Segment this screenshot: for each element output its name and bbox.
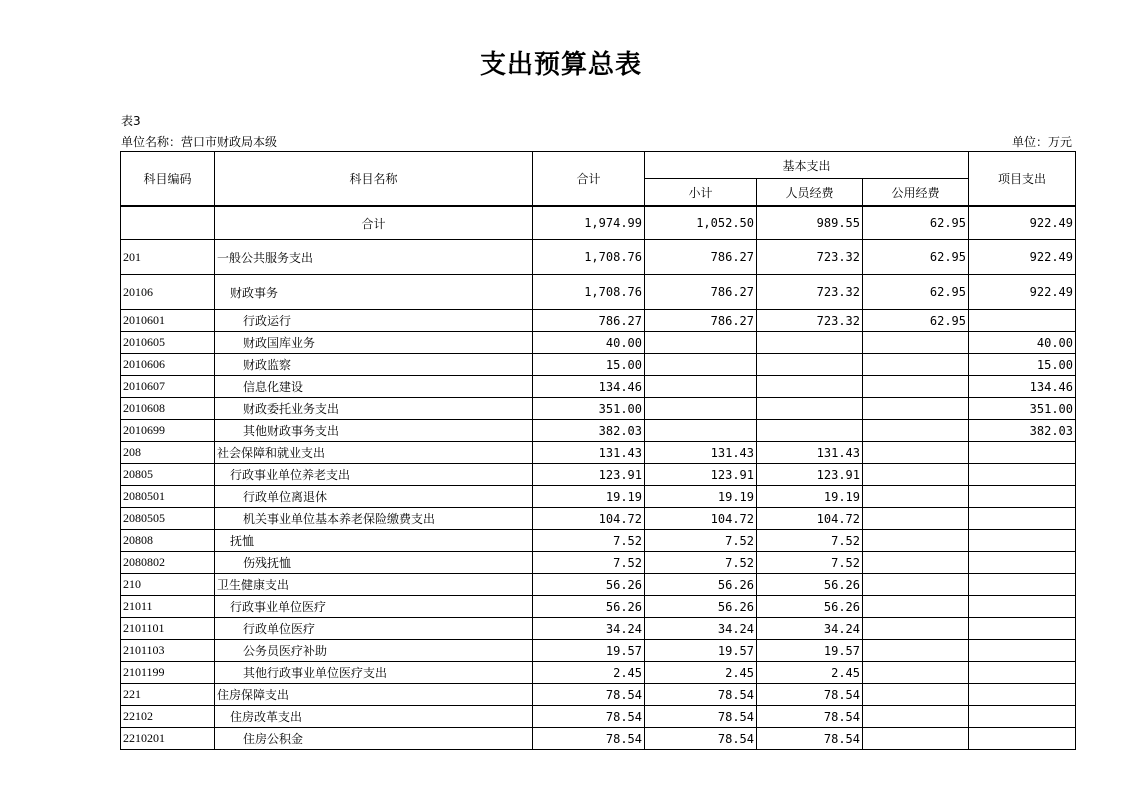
cell-project — [969, 464, 1076, 486]
cell-public — [863, 332, 969, 354]
cell-subtotal: 56.26 — [645, 596, 757, 618]
cell-personnel: 723.32 — [757, 240, 863, 275]
cell-public — [863, 728, 969, 750]
cell-total: 56.26 — [533, 596, 645, 618]
cell-code: 2080505 — [121, 508, 215, 530]
table-body — [121, 206, 1076, 750]
cell-project — [969, 662, 1076, 684]
cell-public: 62.95 — [863, 275, 969, 310]
cell-project — [969, 530, 1076, 552]
page-title: 支出预算总表 — [479, 50, 642, 80]
cell-total: 123.91 — [533, 464, 645, 486]
cell-code: 221 — [121, 684, 215, 706]
cell-public: 62.95 — [863, 310, 969, 332]
cell-code: 2010607 — [121, 376, 215, 398]
cell-subtotal — [645, 420, 757, 442]
cell-code: 2101199 — [121, 662, 215, 684]
cell-personnel: 78.54 — [757, 728, 863, 750]
cell-public — [863, 376, 969, 398]
cell-subtotal: 78.54 — [645, 706, 757, 728]
cell-public — [863, 552, 969, 574]
cell-code: 2010606 — [121, 354, 215, 376]
cell-total: 351.00 — [533, 398, 645, 420]
cell-name: 行政单位医疗 — [215, 618, 533, 640]
cell-total: 56.26 — [533, 574, 645, 596]
cell-subtotal — [645, 332, 757, 354]
cell-project — [969, 640, 1076, 662]
cell-subtotal: 786.27 — [645, 240, 757, 275]
cell-code: 2010601 — [121, 310, 215, 332]
cell-public — [863, 464, 969, 486]
cell-total: 34.24 — [533, 618, 645, 640]
cell-name: 一般公共服务支出 — [215, 240, 533, 275]
table-row — [121, 486, 1076, 508]
cell-project — [969, 508, 1076, 530]
header-project: 项目支出 — [969, 152, 1076, 207]
cell-subtotal: 19.57 — [645, 640, 757, 662]
cell-subtotal: 104.72 — [645, 508, 757, 530]
cell-subtotal: 56.26 — [645, 574, 757, 596]
cell-subtotal: 786.27 — [645, 275, 757, 310]
cell-total: 40.00 — [533, 332, 645, 354]
cell-name: 伤残抚恤 — [215, 552, 533, 574]
cell-code: 2101101 — [121, 618, 215, 640]
cell-name: 其他财政事务支出 — [215, 420, 533, 442]
cell-total: 19.19 — [533, 486, 645, 508]
cell-project — [969, 728, 1076, 750]
header-subtotal: 小计 — [645, 179, 757, 207]
unit-name: 单位名称：营口市财政局本级 — [121, 135, 278, 149]
table-row — [121, 508, 1076, 530]
cell-subtotal: 7.52 — [645, 552, 757, 574]
cell-public — [863, 530, 969, 552]
table-row — [121, 662, 1076, 684]
cell-project: 351.00 — [969, 398, 1076, 420]
currency-unit: 单位：万元 — [1011, 135, 1072, 149]
cell-personnel: 131.43 — [757, 442, 863, 464]
cell-code: 201 — [121, 240, 215, 275]
header-public: 公用经费 — [863, 179, 969, 207]
table-row — [121, 728, 1076, 750]
cell-name: 住房保障支出 — [215, 684, 533, 706]
cell-personnel: 7.52 — [757, 530, 863, 552]
table-row — [121, 530, 1076, 552]
cell-public — [863, 662, 969, 684]
cell-code: 20808 — [121, 530, 215, 552]
cell-subtotal — [645, 376, 757, 398]
cell-project — [969, 684, 1076, 706]
cell-name: 卫生健康支出 — [215, 574, 533, 596]
table-row — [121, 706, 1076, 728]
table-row — [121, 574, 1076, 596]
cell-personnel: 78.54 — [757, 706, 863, 728]
cell-project — [969, 574, 1076, 596]
cell-name: 抚恤 — [215, 530, 533, 552]
cell-total: 7.52 — [533, 552, 645, 574]
cell-name: 行政单位离退休 — [215, 486, 533, 508]
cell-project: 40.00 — [969, 332, 1076, 354]
cell-code: 22102 — [121, 706, 215, 728]
cell-personnel: 104.72 — [757, 508, 863, 530]
table-row — [121, 420, 1076, 442]
cell-name: 财政监察 — [215, 354, 533, 376]
cell-total: 2.45 — [533, 662, 645, 684]
cell-subtotal: 78.54 — [645, 684, 757, 706]
cell-code: 2080501 — [121, 486, 215, 508]
cell-name: 行政运行 — [215, 310, 533, 332]
cell-public — [863, 442, 969, 464]
table-row — [121, 275, 1076, 310]
cell-public — [863, 596, 969, 618]
table-row — [121, 552, 1076, 574]
header-code: 科目编码 — [121, 152, 215, 207]
cell-personnel — [757, 398, 863, 420]
cell-personnel: 989.55 — [757, 206, 863, 240]
cell-personnel: 19.57 — [757, 640, 863, 662]
table-row — [121, 398, 1076, 420]
cell-name: 信息化建设 — [215, 376, 533, 398]
cell-total: 15.00 — [533, 354, 645, 376]
cell-total: 104.72 — [533, 508, 645, 530]
cell-project — [969, 618, 1076, 640]
cell-subtotal: 131.43 — [645, 442, 757, 464]
cell-code: 210 — [121, 574, 215, 596]
cell-personnel: 2.45 — [757, 662, 863, 684]
table-row — [121, 618, 1076, 640]
cell-total: 1,708.76 — [533, 240, 645, 275]
cell-project — [969, 596, 1076, 618]
header-basic: 基本支出 — [645, 152, 969, 179]
cell-total: 7.52 — [533, 530, 645, 552]
cell-personnel — [757, 420, 863, 442]
cell-subtotal: 19.19 — [645, 486, 757, 508]
cell-project — [969, 310, 1076, 332]
cell-public — [863, 486, 969, 508]
cell-code: 2101103 — [121, 640, 215, 662]
cell-code — [121, 206, 215, 240]
table-row — [121, 332, 1076, 354]
cell-public — [863, 508, 969, 530]
cell-public — [863, 684, 969, 706]
cell-personnel — [757, 332, 863, 354]
budget-table — [120, 151, 1076, 750]
cell-name: 社会保障和就业支出 — [215, 442, 533, 464]
cell-public — [863, 420, 969, 442]
table-row — [121, 684, 1076, 706]
table-row — [121, 354, 1076, 376]
cell-subtotal: 2.45 — [645, 662, 757, 684]
table-row — [121, 442, 1076, 464]
cell-subtotal: 1,052.50 — [645, 206, 757, 240]
header-personnel: 人员经费 — [757, 179, 863, 207]
table-number: 表3 — [121, 114, 141, 128]
table-row — [121, 464, 1076, 486]
cell-personnel: 723.32 — [757, 310, 863, 332]
cell-personnel — [757, 376, 863, 398]
cell-project: 134.46 — [969, 376, 1076, 398]
cell-project: 382.03 — [969, 420, 1076, 442]
cell-public — [863, 398, 969, 420]
cell-personnel: 56.26 — [757, 596, 863, 618]
header-name: 科目名称 — [215, 152, 533, 207]
cell-code: 21011 — [121, 596, 215, 618]
cell-project: 922.49 — [969, 275, 1076, 310]
cell-code: 2080802 — [121, 552, 215, 574]
cell-personnel — [757, 354, 863, 376]
cell-code: 2010605 — [121, 332, 215, 354]
total-row — [121, 206, 1076, 240]
cell-name: 财政事务 — [215, 275, 533, 310]
cell-project — [969, 706, 1076, 728]
cell-code: 2010608 — [121, 398, 215, 420]
cell-subtotal — [645, 398, 757, 420]
cell-project — [969, 486, 1076, 508]
cell-total: 382.03 — [533, 420, 645, 442]
cell-name: 合计 — [215, 206, 533, 240]
cell-subtotal: 123.91 — [645, 464, 757, 486]
cell-code: 2210201 — [121, 728, 215, 750]
cell-total: 78.54 — [533, 684, 645, 706]
cell-total: 1,974.99 — [533, 206, 645, 240]
header-total: 合计 — [533, 152, 645, 207]
cell-project — [969, 442, 1076, 464]
cell-public — [863, 618, 969, 640]
cell-public: 62.95 — [863, 206, 969, 240]
cell-personnel: 19.19 — [757, 486, 863, 508]
table-row — [121, 596, 1076, 618]
cell-total: 1,708.76 — [533, 275, 645, 310]
cell-code: 2010699 — [121, 420, 215, 442]
cell-public: 62.95 — [863, 240, 969, 275]
cell-personnel: 78.54 — [757, 684, 863, 706]
cell-personnel: 34.24 — [757, 618, 863, 640]
cell-public — [863, 706, 969, 728]
cell-personnel: 7.52 — [757, 552, 863, 574]
cell-subtotal: 78.54 — [645, 728, 757, 750]
cell-total: 19.57 — [533, 640, 645, 662]
cell-name: 财政国库业务 — [215, 332, 533, 354]
cell-public — [863, 354, 969, 376]
cell-total: 78.54 — [533, 706, 645, 728]
cell-subtotal: 786.27 — [645, 310, 757, 332]
cell-name: 住房公积金 — [215, 728, 533, 750]
cell-personnel: 56.26 — [757, 574, 863, 596]
cell-total: 786.27 — [533, 310, 645, 332]
cell-name: 机关事业单位基本养老保险缴费支出 — [215, 508, 533, 530]
cell-code: 20106 — [121, 275, 215, 310]
table-row — [121, 376, 1076, 398]
cell-personnel: 123.91 — [757, 464, 863, 486]
cell-total: 134.46 — [533, 376, 645, 398]
cell-code: 20805 — [121, 464, 215, 486]
cell-name: 行政事业单位养老支出 — [215, 464, 533, 486]
cell-project — [969, 552, 1076, 574]
cell-project: 922.49 — [969, 206, 1076, 240]
cell-subtotal: 34.24 — [645, 618, 757, 640]
cell-personnel: 723.32 — [757, 275, 863, 310]
cell-subtotal — [645, 354, 757, 376]
cell-total: 131.43 — [533, 442, 645, 464]
cell-name: 公务员医疗补助 — [215, 640, 533, 662]
cell-public — [863, 574, 969, 596]
cell-name: 行政事业单位医疗 — [215, 596, 533, 618]
cell-subtotal: 7.52 — [645, 530, 757, 552]
cell-total: 78.54 — [533, 728, 645, 750]
cell-name: 住房改革支出 — [215, 706, 533, 728]
cell-public — [863, 640, 969, 662]
cell-name: 其他行政事业单位医疗支出 — [215, 662, 533, 684]
table-row — [121, 240, 1076, 275]
table-row — [121, 310, 1076, 332]
cell-project: 922.49 — [969, 240, 1076, 275]
cell-project: 15.00 — [969, 354, 1076, 376]
cell-code: 208 — [121, 442, 215, 464]
table-row — [121, 640, 1076, 662]
cell-name: 财政委托业务支出 — [215, 398, 533, 420]
